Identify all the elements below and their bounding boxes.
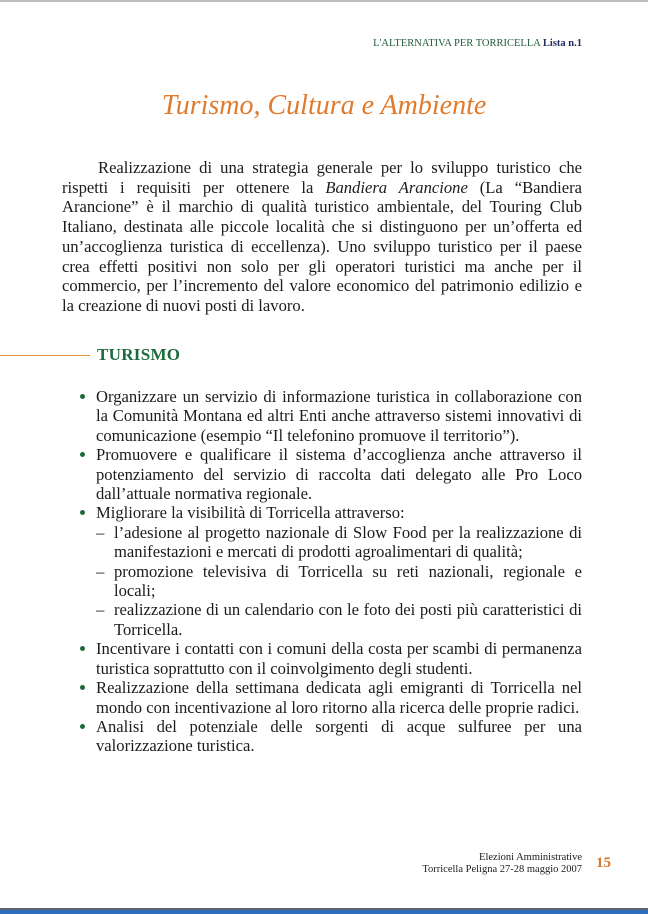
list-item-text: Organizzare un servizio di informazione turistica in collaborazione con la Comunità Montana ed altri Enti anche attraverso sistemi innovativi di comunicazione (esempio “Il telefonino promuove il territorio”). — [96, 387, 582, 445]
footer-line-2: Torricella Peligna 27-28 maggio 2007 — [422, 864, 582, 875]
sub-list-item-text: realizzazione di un calendario con le foto dei posti più caratteristici di Torricella. — [114, 600, 582, 639]
list-item — [96, 387, 582, 445]
page-number: 15 — [596, 855, 611, 871]
sub-list — [96, 523, 582, 639]
list-item-text: Migliorare la visibilità di Torricella attraverso: — [96, 503, 405, 523]
section-heading: TURISMO — [97, 345, 181, 364]
bullet-icon — [80, 510, 85, 515]
list-item — [96, 503, 582, 639]
intro-text-2: (La “Bandiera Arancione” è il marchio di qualità turistico ambientale, del Touring Club Italiano, destinata alle piccole località che si distinguono per un’offerta ed un’accoglienza turistica di eccellenza). Uno sviluppo turistico per il paese crea effetti positivi non solo per gli operatori turistici ma anche per il commercio, per l’incremento del valore economico del patrimonio edilizio e la creazione di nuovi posti di lavoro. — [62, 177, 582, 315]
list-item-text: Realizzazione della settimana dedicata agli emigranti di Torricella nel mondo con incentivazione al loro ritorno alla ricerca delle proprie radici. — [96, 678, 582, 717]
intro-text-1: Realizzazione di una strategia generale per lo sviluppo turistico che rispetti i requisiti per ottenere la — [62, 158, 582, 197]
list-item — [96, 639, 582, 678]
list-item-text: Promuovere e qualificare il sistema d’accoglienza anche attraverso il potenziamento del servizio di raccolta dati delegato alle Pro Loco dall’attuale normativa regionale. — [96, 445, 582, 504]
list-item — [96, 445, 582, 503]
footer-line-1: Elezioni Amministrative — [479, 852, 582, 863]
sub-list-item-text: promozione televisiva di Torricella su reti nazionali, regionale e locali; — [114, 561, 582, 601]
bullet-list — [96, 387, 582, 756]
bullet-icon — [80, 646, 85, 651]
running-title: L'ALTERNATIVA PER TORRICELLA — [373, 38, 541, 49]
sub-list-item — [96, 600, 582, 639]
intro-emphasis: Bandiera Arancione — [325, 177, 468, 197]
list-item-text: Incentivare i contatti con i comuni della costa per scambi di permanenza turistica soprattutto con il coinvolgimento degli studenti. — [96, 639, 582, 678]
list-item — [96, 717, 582, 756]
top-border — [0, 0, 648, 2]
sub-list-item — [96, 523, 582, 562]
dash-icon: – — [96, 522, 105, 542]
bullet-icon — [80, 724, 85, 729]
window-bottom-bar — [0, 908, 648, 914]
bullet-icon — [80, 685, 85, 690]
list-label: Lista n.1 — [542, 38, 582, 49]
dash-icon: – — [96, 561, 105, 581]
page-title: Turismo, Cultura e Ambiente — [161, 90, 487, 121]
dash-icon: – — [96, 600, 105, 620]
sub-list-item-text: l’adesione al progetto nazionale di Slow Food per la realizzazione di manifestazioni e mercati di prodotti agroalimentari di qualità; — [114, 522, 582, 562]
section-rule — [0, 355, 90, 356]
running-header — [373, 38, 582, 49]
intro-paragraph — [62, 158, 582, 316]
list-item-text: Analisi del potenziale delle sorgenti di acque sulfuree per una valorizzazione turistica. — [96, 716, 582, 756]
footer — [422, 852, 582, 876]
bullet-icon — [80, 452, 85, 457]
sub-list-item — [96, 562, 582, 601]
list-item — [96, 678, 582, 717]
bullet-icon — [80, 394, 85, 399]
